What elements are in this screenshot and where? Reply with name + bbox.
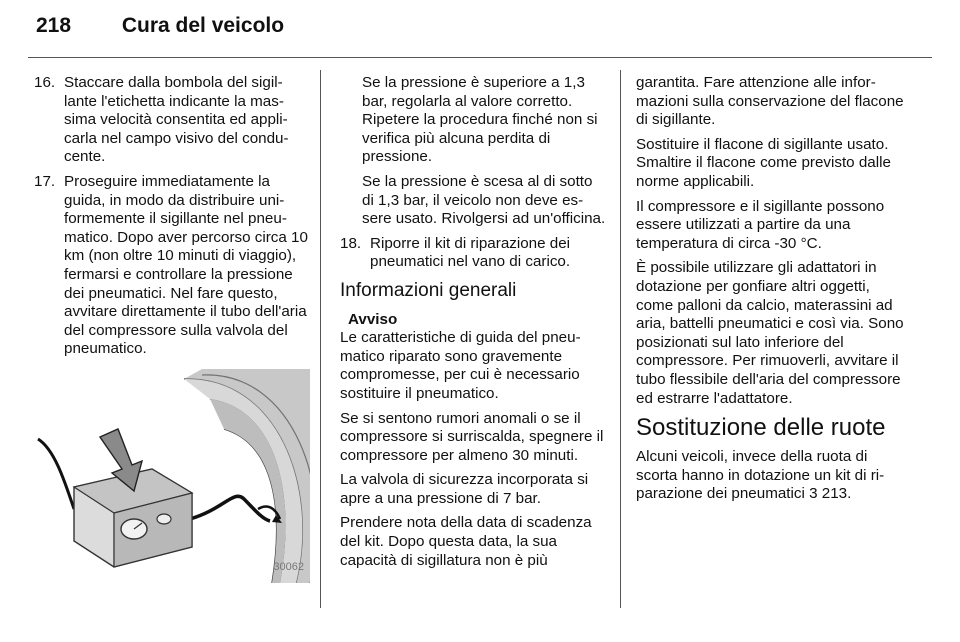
- compressor-illustration: [34, 369, 310, 583]
- paragraph-expiry: Prendere nota della data di scadenza del kit. Dopo questa data, la sua capacità di sigillatura non è più: [340, 514, 592, 569]
- continuation-paragraph-1: Se la pressione è superiore a 1,3 bar, regolarla al valore corretto. Ripetere la procedura finché non si verifica più alcuna perdita di pressione.: [362, 74, 598, 166]
- column-divider-2: [620, 70, 621, 608]
- page-reference-link[interactable]: 213.: [821, 485, 852, 503]
- paragraph-overheat: Se si sentono rumori anomali o se il compressore si surriscalda, spegnere il compressore per almeno 30 minuti.: [340, 409, 604, 464]
- notice-text: Le caratteristiche di guida del pneumatico riparato sono gravemente compromesse, per cui è necessario sostituire il pneumatico.: [340, 329, 581, 402]
- page-header: [36, 14, 284, 38]
- paragraph-adapters: È possibile utilizzare gli adattatori in dotazione per gonfiare altri oggetti, come palloni da calcio, materassini ad aria, battelli pneumatici e così via. Sono posizionati sul lato inferiore del compressore. Per rimuoverli, avvitare il tubo flessibile dell'aria del compressore ed estrarre l'adattatore.: [636, 259, 904, 407]
- header-rule: [28, 57, 932, 58]
- list-item-18: [340, 235, 606, 272]
- section-heading-wheel-change: Sostituzione delle ruote: [636, 414, 886, 442]
- page-number: 218: [36, 14, 72, 37]
- paragraph-spare-wheel-text: Alcuni veicoli, invece della ruota di scorta hanno in dotazione un kit di riparazione dei pneumatici: [636, 448, 885, 503]
- list-item-16: [34, 74, 310, 167]
- compressor-tire-drawing: [34, 369, 310, 583]
- list-item-17: [34, 173, 310, 359]
- list-item-text: Proseguire immediatamente la guida, in modo da distribuire uniformemente il sigillante nel pneumatico. Dopo aver percorso circa 10 km (non oltre 10 minuti di viaggio), fermarsi e controllare la pressione dei pneumatici. Nel fare questo, avvitare direttamente il tubo dell'aria del compressore sulla valvola del pneumatico.: [64, 172, 308, 358]
- paragraph-storage: garantita. Fare attenzione alle informazioni sulla conservazione del flacone di sigillante.: [636, 74, 904, 129]
- list-item-number: 16.: [34, 74, 56, 91]
- paragraph-temperature: Il compressore e il sigillante possono essere utilizzati a partire da una temperatura di circa -30 °C.: [636, 197, 885, 252]
- paragraph-spare-wheel: [636, 448, 906, 504]
- column-divider-1: [320, 70, 321, 608]
- paragraph-replace-bottle: Sostituire il flacone di sigillante usato. Smaltire il flacone come previsto dalle norme applicabili.: [636, 135, 891, 190]
- column-1: [34, 74, 310, 583]
- page-title: Cura del veicolo: [121, 14, 285, 37]
- notice-heading: Avviso: [348, 310, 398, 328]
- notice-body: [340, 329, 606, 570]
- continuation-paragraph-2: Se la pressione è scesa al di sotto di 1,3 bar, il veicolo non deve essere usato. Rivolgersi ad un'officina.: [362, 172, 606, 228]
- page-reference-icon[interactable]: 3: [809, 485, 818, 503]
- list-item-text: Riporre il kit di riparazione dei pneumatici nel vano di carico.: [370, 234, 571, 271]
- paragraph-safety-valve: La valvola di sicurezza incorporata si apre a una pressione di 7 bar.: [340, 471, 589, 507]
- figure-number: 30062: [273, 561, 304, 574]
- list-item-number: 17.: [34, 172, 56, 190]
- list-item-number: 18.: [340, 234, 362, 252]
- column-2: [340, 74, 606, 576]
- section-heading-general-info: Informazioni generali: [340, 279, 517, 301]
- list-item-text: Staccare dalla bombola del sigillante l'etichetta indicante la massima velocità consentita ed applicarla nel campo visivo del conducente.: [64, 74, 289, 166]
- column-3: [636, 74, 906, 510]
